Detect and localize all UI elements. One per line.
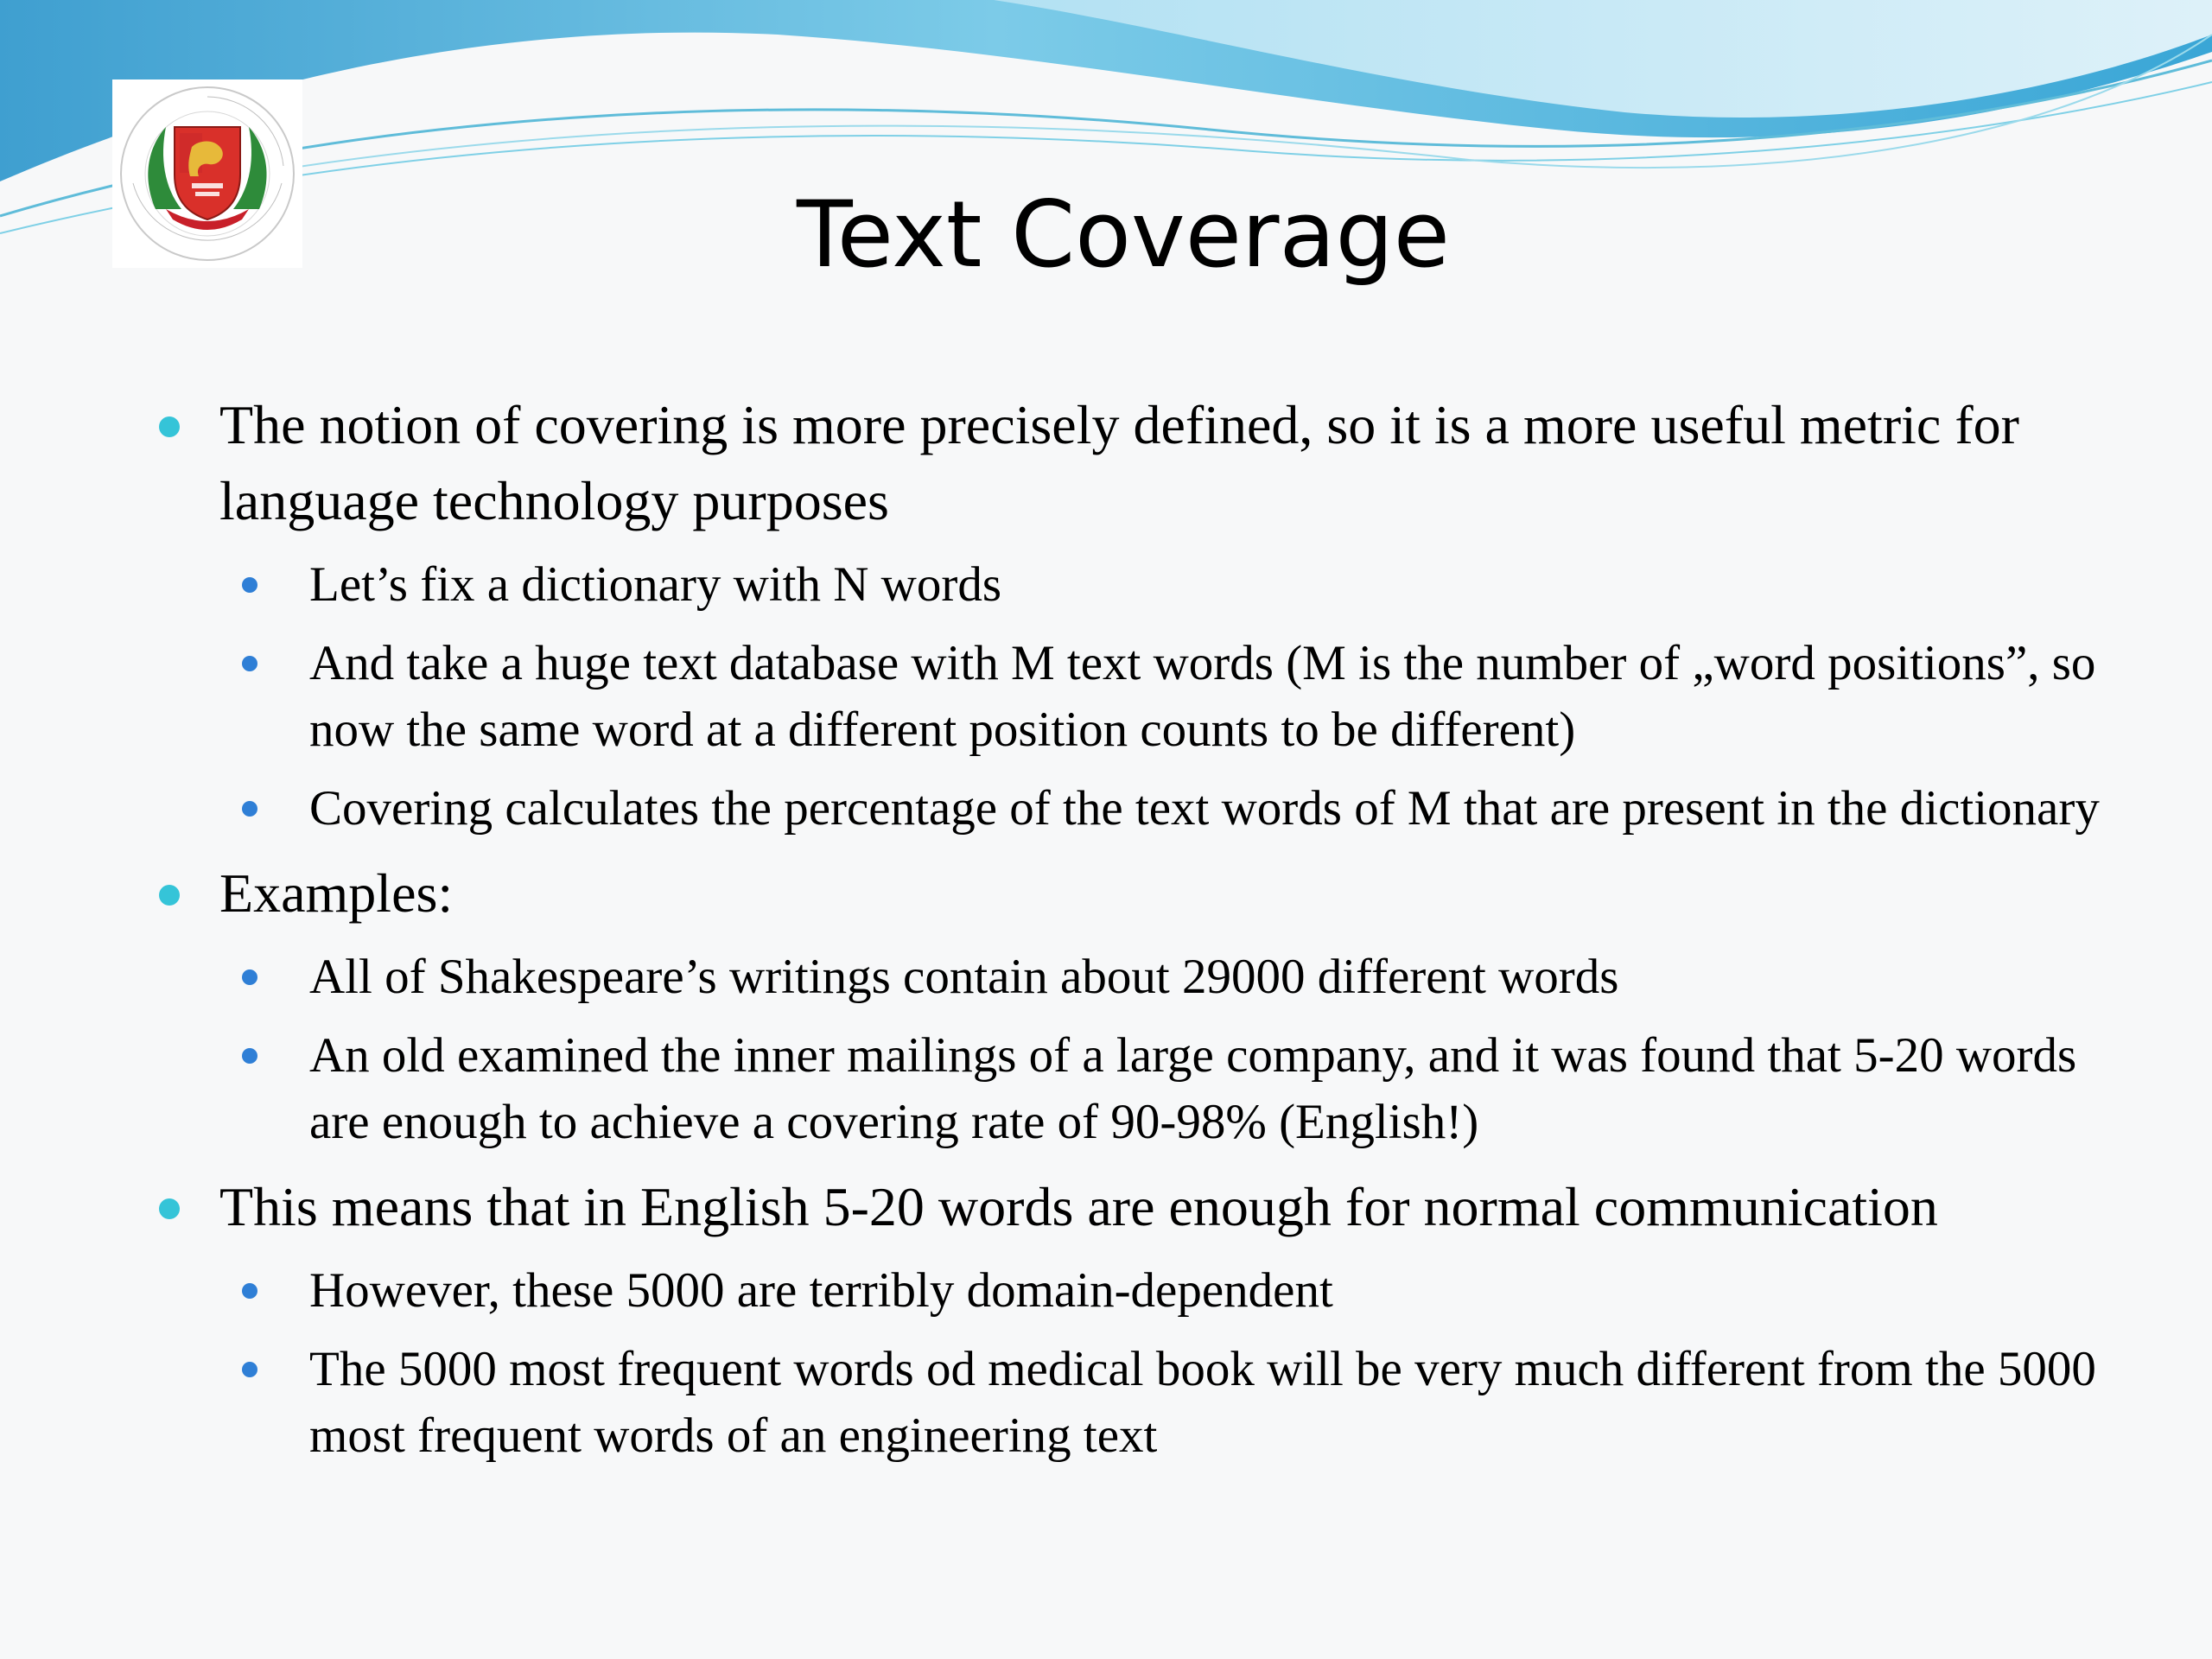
sub-bullet-item: The 5000 most frequent words od medical book will be very much different from the 5000 most frequent words of an engineering text xyxy=(219,1336,2134,1469)
bullet-list xyxy=(147,380,2134,1469)
bullet-item: Examples: xyxy=(147,855,2134,931)
sub-bullet-item: Covering calculates the percentage of the text words of M that are present in the dictionary xyxy=(219,775,2134,842)
sub-bullet-item: And take a huge text database with M text words (M is the number of „word positions”, so now the same word at a different position counts to be different) xyxy=(219,630,2134,763)
sub-bullet-item: All of Shakespeare’s writings contain about 29000 different words xyxy=(219,944,2134,1010)
sub-bullet-item: Let’s fix a dictionary with N words xyxy=(219,551,2134,618)
sub-bullet-item: An old examined the inner mailings of a large company, and it was found that 5-20 words are enough to achieve a covering rate of 90-98% (English!) xyxy=(219,1022,2134,1155)
bullet-item: This means that in English 5-20 words are enough for normal communication xyxy=(147,1169,2134,1245)
slide-title: Text Coverage xyxy=(797,181,1450,288)
sub-bullet-item: However, these 5000 are terribly domain-dependent xyxy=(219,1257,2134,1324)
bullet-item: The notion of covering is more precisely defined, so it is a more useful metric for language technology purposes xyxy=(147,387,2134,539)
